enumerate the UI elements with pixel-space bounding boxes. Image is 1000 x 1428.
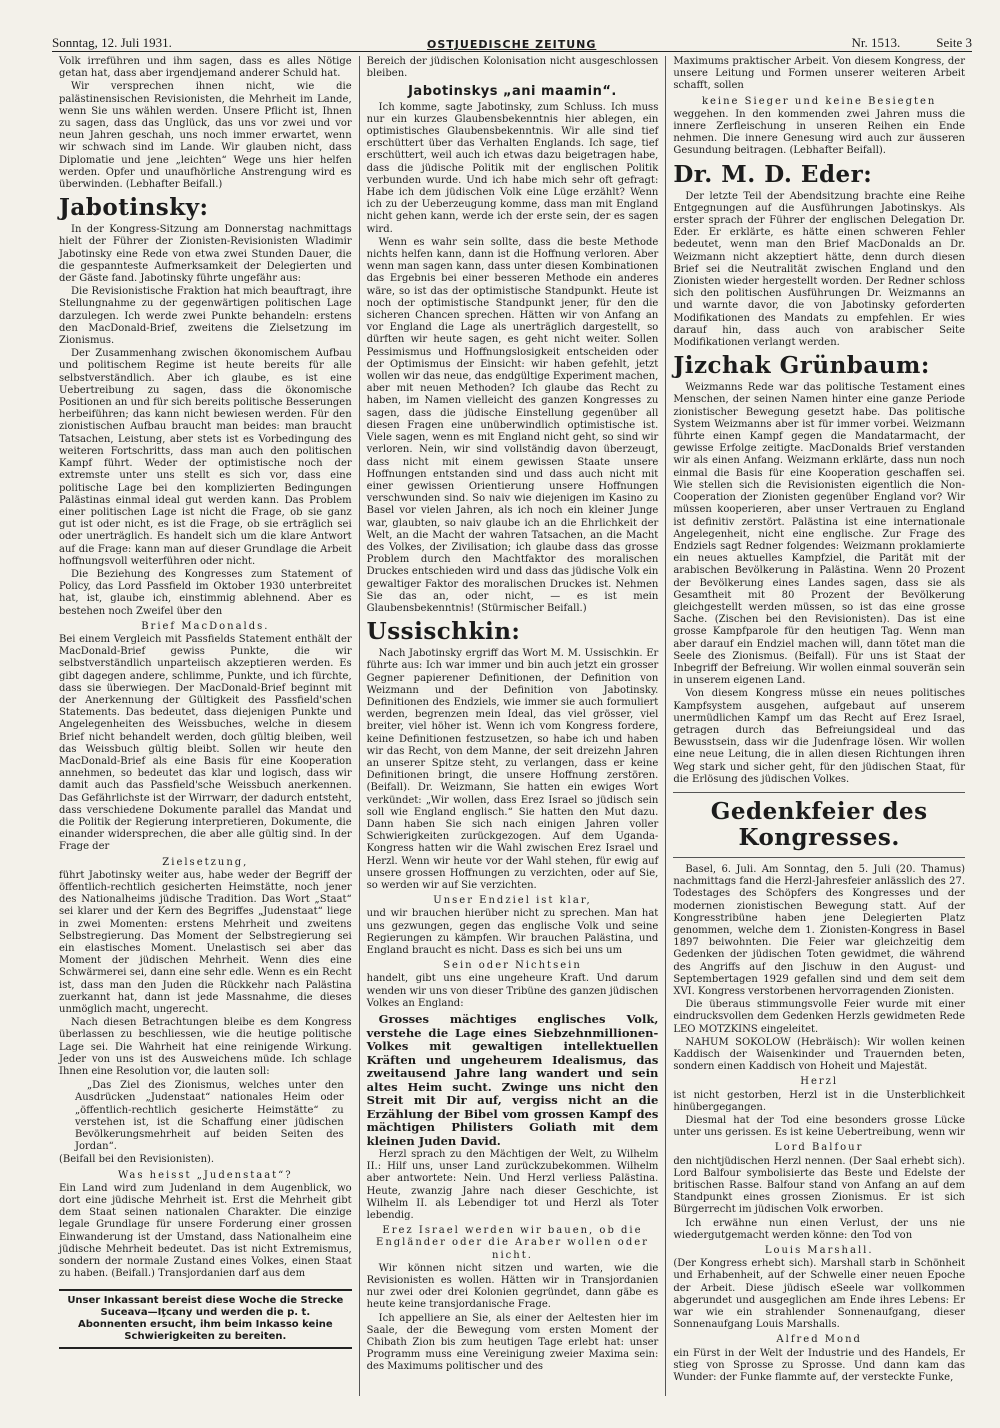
paragraph: Ich komme, sagte Jabotinsky, zum Schluss. Ich muss nur ein kurzes Glaubensbekenntnis hier ablegen, ein optimistisches Glaubensbekenntnis. Wir alle sind tief erschüttert über das Verhalten Englands. Ich sage, tief erschüttert, weil auch ich etwas dazu beigetragen habe, dass die jüdische Politik mit der englischen Politik verbunden wurde. Und ich habe mich sehr oft gefragt: Habe ich dem jüdischen Volk eine Lüge erzählt? Wenn ich zu der Ueberzeugung komme, dass man mit England nicht gehen kann, werde ich der erste sein, der es sagen wird. xyxy=(366,101,659,235)
section-heading-jabotinsky: Jabotinsky: xyxy=(59,194,209,222)
paragraph: handelt, gibt uns eine ungeheure Kraft. Und darum wenden wir uns von dieser Tribüne des ganzen jüdischen Volkes an England: xyxy=(366,973,659,1009)
paragraph: ist nicht gestorben, Herzl ist in die Unsterblichkeit hinübergegangen. xyxy=(673,1089,965,1113)
paragraph: Der letzte Teil der Abendsitzung brachte eine Reihe Entgegnungen auf die Ausführungen Jabotinskys. Als erster sprach der Führer der englischen Delegation Dr. Eder. Er erklärte, es hätte einen schweren Fehler bedeutet, wenn man den Brief MacDonalds an Dr. Weizmann nicht akzeptiert hätte, denn durch diesen Brief sei die Neutralität zwischen England und den Zionisten wieder hergestellt worden. Der Redner schloss sich den politischen Ausführungen Dr. Weizmanns an und warnte davor, die von Jabotinsky geforderten Modifikationen des Mandats zu empfehlen. Er wies darauf hin, dass auch von arabischer Seite Modifikationen verlangt werden. xyxy=(673,190,965,349)
paragraph: Herzl sprach zu den Mächtigen der Welt, zu Wilhelm II.: Hilf uns, unser Land zurückzubekommen. Wilhelm aber antwortete: Nein. Und Herzl verliess Palästina. Heute, zwanzig Jahre nach dieser Geschichte, ist Wilhelm II. als Lebendiger tot und Herzl als Toter lebendig. xyxy=(366,1149,659,1222)
paragraph: führt Jabotinsky weiter aus, habe weder der Begriff der öffentlich-rechtlich gesicherten Heimstätte, noch jener des Nationalheims jüdische Tradition. Das Wort „Staat“ sei klarer und der Kern des Begriffes „Judenstaat“ liege in zwei Momenten: erstens Mehrheit und zweitens Selbstregierung. Das Moment der Selbstregierung sei ein elastisches Moment. Unelastisch sei aber das Moment der jüdischen Mehrheit. Wenn dies eine Schwärmerei sei, dann eine sehr edle. Wenn es ein Recht ist, dass man den Juden die Rückkehr nach Palästina zuerkannt hat, dann ist jede Massnahme, die dieses unmöglich macht, ungerecht. xyxy=(59,869,352,1016)
masthead xyxy=(52,30,972,52)
paragraph: Weizmanns Rede war das politische Testament eines Menschen, der seinen Namen hinter eine ganze Periode zionistischer Bewegung gesetzt habe. Das politische System Weizmanns aber ist für immer vorbei. Weizmann führte einen Kampf gegen die Mandatarmacht, der gewisse Erfolge zeitigte. MacDonalds Brief verstanden wir als einen Anfang. Weizmann erklärte, dass nun noch einmal die Basis für eine Kooperation geschaffen sei. Wie stellen sich die Revisionisten eigentlich die Non-Cooperation der Zionisten gegenüber England vor? Wir müssen kooperieren, aber unser Vertrauen zu England ist definitiv zerstört. Palästina ist eine internationale Angelegenheit, nicht eine englische. Zur Frage des Endziels sagt Redner folgendes: Weizmann proklamierte ein neues aktuelles Kampfziel, die Parität mit der arabischen Bevölkerung in Palästina. Wenn 20 Prozent der Bevölkerung eines Landes sagen, dass sie als Gesamtheit mit 80 Prozent der Bevölkerung gleichgestellt werden müssen, so ist das eine grosse Sache. (Zischen bei den Revisionisten). Das ist eine grosse Kampfparole für den heutigen Tag. Wenn man aber darauf ein Endziel machen will, dann tötet man die Seele des Zionismus. (Beifall). Für uns ist Staat der Inbegriff der Befreiung. Wir wollen einmal souverän sein in unserem eigenen Land. xyxy=(673,382,965,687)
paragraph: (Beifall bei den Revisionisten). xyxy=(59,1154,215,1166)
subheading-zielsetzung: Zielsetzung, xyxy=(162,856,249,868)
section-heading-grunbaum: Jizchak Grünbaum: xyxy=(673,352,930,380)
subheading-brief: Brief MacDonalds. xyxy=(141,620,270,632)
paragraph: Die Beziehung des Kongresses zum Statement of Policy, das Lord Passfield im Oktober 1930 unterbreitet hat, ist, glaube ich, einstimmig ablehnend. Aber es bestehen noch Zweifel über den xyxy=(59,568,352,617)
paragraph: Ich erwähne nun einen Verlust, der uns nie wiedergutgemacht werden könne: den Tod von xyxy=(673,1217,965,1241)
paragraph: Volk irreführen und ihm sagen, dass es alles Nötige getan hat, dass aber irgendjemand anderer Schuld hat. xyxy=(59,56,352,80)
paragraph: In der Kongress-Sitzung am Donnerstag nachmittags hielt der Führer der Zionisten-Revisionisten Wladimir Jabotinsky eine Rede von etwa zwei Stunden Dauer, die die gespannteste Aufmerksamkeit der Delegierten und der Gäste fand. Jabotinsky führte ungefähr aus: xyxy=(59,224,352,285)
paragraph: Wir können nicht sitzen und warten, wie die Revisionisten es wollen. Hätten wir in Transjordanien nur zwei oder drei Kolonien gegründet, dann gäbe es heute keine transjordanische Frage. xyxy=(366,1262,659,1311)
paper-name: OSTJUEDISCHE ZEITUNG xyxy=(427,38,597,51)
paragraph: weggehen. In den kommenden zwei Jahren muss die innere Zerfleischung in unseren Reihen ein Ende nehmen. Die innere Genesung wird auch zur äusseren Gesundung beitragen. (Lebhafter Beifall). xyxy=(673,108,965,157)
subscriber-notice: Unser Inkassant bereist diese Woche die Strecke Suceava—Iţcany und werden die p. t. Abonnenten ersucht, ihm beim Inkasso keine Schwierigkeiten zu bereiten. xyxy=(59,1289,352,1349)
divider xyxy=(673,857,965,858)
paragraph: ein Fürst in der Welt der Industrie und des Handels, Er stieg von Sprosse zu Sprosse. Und dann kam das Wunder: der Funke flammte auf, der versteckte Funke, xyxy=(673,1347,965,1384)
paragraph: Von diesem Kongress müsse ein neues politisches Kampfsystem ausgehen, aufgebaut auf unserem unermüdlichen Kampf um das Recht auf Erez Israel, getragen durch das Befreiungsideal und das Bewusstsein, dass wir die Judenfrage lösen. Wir wollen eine neue Leitung, die in allen diesen Richtungen ihren Weg stark und sicher geht, für den jüdischen Staat, für die Erlösung des jüdischen Volkes. xyxy=(673,688,965,785)
paragraph: und wir brauchen hierüber nicht zu sprechen. Man hat uns gezwungen, gegen das englische Volk und seine Regierungen zu kämpfen. Wir brauchen Palästina, und England braucht es nicht. Dass es sich bei uns um xyxy=(366,908,659,957)
paragraph: Nach Jabotinsky ergriff das Wort M. M. Ussischkin. Er führte aus: Ich war immer und bin auch jetzt ein grosser Gegner papierener Definitionen, der Definition von Weizmann und der Definition von Jabotinsky. Definitionen des Endziels, wie immer sie auch formuliert werden, begrenzen mein Ideal, das viel grösser, viel breiter, viel höher ist. Wenn ich vom Kongress fordere, keine Definitionen festzusetzen, so habe ich und haben wir das Recht, von dem Manne, der seit dreizehn Jahren an unserer Spitze steht, zu verlangen, dass er keine Definitionen bringt, die unsere Hoffnung zerstören. (Beifall). Dr. Weizmann, Sie hatten ein ewiges Wort verkündet: „Wir wollen, dass Erez Israel so jüdisch sein soll wie England englisch.“ Sie hatten den Mut dazu. Dann haben Sie sich nach einigen Jahren voller Schwierigkeiten zurückgezogen. Auf dem Uganda-Kongress hatten wir die Wahl zwischen Erez Israel und Herzl. Wenn wir heute vor der Wahl stehen, für ewig auf unsere grossen Hoffnungen zu verzichten, oder auf Sie, so werden wir auf Sie verzichten. xyxy=(366,648,659,891)
section-heading-gedenkfeier: Gedenkfeier des Kongresses. xyxy=(710,797,928,851)
paragraph: Die Revisionistische Fraktion hat mich beauftragt, ihre Stellungnahme zu der gegenwärtigen politischen Lage darzulegen. Ich werde zwei Punkte behandeln: erstens den MacDonald-Brief, zweitens die Zielsetzung im Zionismus. xyxy=(59,286,352,347)
paragraph: Wir versprechen ihnen nicht, wie die palästinensischen Revisionisten, die Mehrheit im Lande, wenn Sie uns wählen werden. Unsere Pflicht ist, Ihnen zu sagen, dass das Unglück, das uns vor zwei und vor neun Jahren geschah, uns noch immer erwartet, wenn wir schwach sind im Lande. Wir glauben nicht, dass Diplomatie und jene „leichten“ Wege uns hier helfen werden. Opfer und unaufhörliche Anstrengung wird es überwinden. (Lebhafter Beifall.) xyxy=(59,81,352,191)
page-number: Seite 3 xyxy=(936,35,972,50)
paragraph: Ein Land wird zum Judenland in dem Augenblick, wo dort eine jüdische Mehrheit ist. Erst die Mehrheit gibt dem Staat seinen nationalen Charakter. Die einzige legale Grundlage für unsere Forderung einer grossen Einwanderung ist der Umstand, dass Nationalheim eine jüdische Mehrheit bedeutet. Das ist nicht Extremismus, sondern der normale Zustand eines Volkes, einen Staat zu haben. (Beifall.) Transjordanien darf aus dem xyxy=(59,1182,352,1280)
paragraph: Basel, 6. Juli. Am Sonntag, den 5. Juli (20. Thamus) nachmittags fand die Herzl-Jahresfeier anlässlich des 27. Todestages des Schöpfers des Kongresses und der modernen zionistischen Bewegung statt. Auf der Kongresstribüne haben jene Delegierten Platz genommen, welche dem 1. Zionisten-Kongress in Basel 1897 beiwohnten. Die Feier war gleichzeitig dem Gedenken der jüdischen Toten gewidmet, die während des Angriffs auf den Jischuw in den August- und Septembertagen 1929 gefallen sind und dem seit dem XVI. Kongress verstorbenen hervorragenden Zionisten. xyxy=(673,863,965,997)
article-columns xyxy=(52,56,972,1396)
paragraph: Maximums praktischer Arbeit. Von diesem Kongress, der unsere Leitung und Formen unserer weiteren Arbeit schafft, sollen xyxy=(673,56,965,92)
resolution-quote: „Das Ziel des Zionismus, welches unter den Ausdrücken „Judenstaat“ nationales Heim oder „öffentlich-rechtlich gesicherte Heimstätte“ zu verstehen ist, ist die Schaffung einer jüdischen Bevölkerungsmehrheit auf beiden Seiten des Jordan“. xyxy=(75,1080,344,1153)
paragraph: Ich appelliere an Sie, als einer der Aeltesten hier im Saale, der die Bewegung vom ersten Moment der Chibath Zion bis zum heutigen Tage erlebt hat: unser Programm muss eine Vereinigung zweier Maxima sein: des Maximums politischer und des xyxy=(366,1312,659,1373)
paragraph: Bereich der jüdischen Kolonisation nicht ausgeschlossen bleiben. xyxy=(366,56,659,80)
section-heading-ani-maamin: Jabotinskys „ani maamin“. xyxy=(408,84,617,100)
paragraph: Bei einem Vergleich mit Passfields Statement enthält der MacDonald-Brief gewiss Punkte, die wir selbstverständlich unparteiisch akzeptieren werden. Es gibt dagegen andere, schlimme, Punkte, und ich fürchte, dass sie überwiegen. Der MacDonald-Brief beginnt mit der Anerkennung der Gültigkeit des Passfield'schen Statements. Das bedeutet, dass diejenigen Punkte und Angelegenheiten des Weissbuches, welche in diesem Brief nicht behandelt werden, doch gültig bleiben, weil das Weissbuch gültig bleibt. Sollen wir heute den MacDonald-Brief als eine Basis für eine Kooperation annehmen, so bedeutet das klar und logisch, dass wir damit auch das Passfield'sche Weissbuch anerkennen. Das Gefährlichste ist der Wirrwarr, der dadurch entsteht, dass verschiedene Dokumente parallel das Mandat und die Politik der Regierung interpretieren, Dokumente, die einander widersprechen, die aber alle gültig sind. In der Frage der xyxy=(59,633,352,853)
appeal-to-england: Grosses mächtiges englisches Volk, verstehe die Lage eines Siebzehnmillionen-Volkes mit gewaltigen intellektuellen Kräften und ungeheurem Idealismus, das zweitausend Jahre lang wandert und sein altes Heim sucht. Zwinge uns nicht den Streit mit Dir auf, vergiss nicht an die Erzählung der Bibel vom grossen Kampf des mächtigen Philisters Goliath mit dem kleinen Juden David. xyxy=(366,1012,659,1148)
section-heading-ussischkin: Ussischkin: xyxy=(366,618,521,646)
column-3 xyxy=(665,56,972,1396)
paragraph: Diesmal hat der Tod eine besonders grosse Lücke unter uns gerissen. Es ist keine Uebertreibung, wenn wir xyxy=(673,1115,965,1139)
paragraph: Die überaus stimmungsvolle Feier wurde mit einer eindrucksvollen dem Gedenken Herzls gewidmeten Rede LEO MOTZKINS eingeleitet. xyxy=(673,999,965,1035)
paragraph: (Der Kongress erhebt sich). Marshall starb in Schönheit und Erhabenheit, auf der Schwelle einer neuen Epoche der Arbeit. Diese jüdisch eSeele war vollkommen abgerundet und ausgeglichen am Ende ihres Lebens: Er war wie ein strahlender Sonnenaufgang, dieser Sonnenaufgang Louis Marshalls. xyxy=(673,1258,965,1331)
section-heading-eder: Dr. M. D. Eder: xyxy=(673,160,873,188)
paragraph: den nichtjüdischen Herzl nennen. (Der Saal erhebt sich). Lord Balfour symbolisierte das Beste und Edelste der britischen Rasse. Balfour stand von Anfang an auf dem Standpunkt eines grossen Zionismus. Er ist sich Bürgerrecht im jüdischen Volk erworben. xyxy=(673,1155,965,1216)
subheading-endziel: Unser Endziel ist klar, xyxy=(433,895,592,907)
subheading-keine-sieger: keine Sieger und keine Besiegten xyxy=(701,95,937,107)
subheading-judenstaat: Was heisst „Judenstaat“? xyxy=(118,1169,293,1181)
subheading-balfour: Lord Balfour xyxy=(774,1142,864,1154)
column-1 xyxy=(52,56,359,1396)
paragraph: Der Zusammenhang zwischen ökonomischem Aufbau und politischem Regime ist heute bereits für alle selbstverständlich. Aber ich glaube, es ist eine Uebertreibung zu sagen, dass die ökonomische Positionen an und für sich bereits politische Besserungen herbeiführen; das kann nicht bewiesen werden. Für den zionistischen Aufbau braucht man beides: man braucht Tatsachen, Leistung, aber stets ist es Vorbedingung des weiteren Fortschritts, dass man auch den politischen Kampf führt. Weder der optimistische noch der extremste unter uns stellt es sich vor, dass eine politische Lage bei den komplizierten Bedingungen Palästinas einmal ideal gut werden kann. Das Problem einer politischen Lage ist nicht die Frage, ob sie ganz gut ist oder nicht, es ist die Frage, ob sie erträglich sei oder unerträglich. Es handelt sich um die klare Antwort auf die Frage: kann man auf dieser Grundlage die Arbeit hoffnungsvoll weiterführen oder nicht. xyxy=(59,348,352,567)
subheading-marshall: Louis Marshall. xyxy=(764,1245,874,1257)
subheading-sein-oder-nichtsein: Sein oder Nichtsein xyxy=(443,960,582,972)
paragraph: Wenn es wahr sein sollte, dass die beste Methode nichts helfen kann, dann ist die Hoffnung verloren. Aber wenn man sagen kann, dass unter diesen Kombinationen das Ergebnis bei einer besseren Methode ein anderes wäre, so ist das der optimistische Standpunkt. Heute ist noch der optimistische Standpunkt jener, für den die sicheren Chancen sprechen. Hätten wir von Anfang an vor England die Lage als unerträglich dargestellt, so dürften wir heute sagen, es geht nicht weiter. Sollen Pessimismus und Hoffnungslosigkeit entscheiden oder der Optimismus der Einsicht: wir haben gefehlt, jetzt wollen wir das neue, das endgültige Experiment machen, aber mit neuen Methoden? Ich glaube das Recht zu haben, im Namen vielleicht des ganzen Kongresses zu sagen, dass die jüdische Einstellung gegenüber all diesen Fragen eine unüberwindlich optimistische ist. Viele sagen, wenn es mit England nicht geht, so sind wir verloren. Nein, wir sind vollständig davon überzeugt, dass nicht mit einem gewissen Staate unsere Hoffnungen entstanden sind und dass auch nicht mit einer gewissen Orientierung unsere Hoffnungen verschwunden sind. So naiv wie diejenigen im Kasino zu Basel vor vielen Jahren, als ich noch ein kleiner Junge war, glaubten, so naiv glaube ich an die Ehrlichkeit der Welt, an die Macht der wahren Tatsachen, an die Macht des Volkes, der Zivilisation; ich glaube dass das grosse Problem durch den Machtfaktor des moralischen Druckes entschieden wird und dass das jüdische Volk ein gewaltiger Faktor des moralischen Druckes ist. Nehmen Sie das an, oder nicht, — es ist mein Glaubensbekenntnis! (Stürmischer Beifall.) xyxy=(366,236,659,614)
issue-number: Nr. 1513. xyxy=(851,35,901,50)
divider xyxy=(673,792,965,793)
subheading-mond: Alfred Mond xyxy=(776,1334,862,1346)
subheading-herzl: Herzl xyxy=(800,1076,839,1088)
issue-date: Sonntag, 12. Juli 1931. xyxy=(52,35,172,50)
paragraph: Nach diesen Betrachtungen bleibe es dem Kongress überlassen zu beschliessen, wie die heutige politische Lage sei. Die Wahrheit hat eine reinigende Wirkung. Jeder von uns ist des Ausweichens müde. Ich schlage Ihnen eine Resolution vor, die lauten soll: xyxy=(59,1017,352,1078)
erez-israel-quote: Erez Israel werden wir bauen, ob die Engländer oder die Araber wollen oder nicht. xyxy=(376,1225,649,1261)
paragraph: NAHUM SOKOLOW (Hebräisch): Wir wollen keinen Kaddisch der Waisenkinder und Trauernden beten, sondern einen Kaddisch von Hoheit und Majestät. xyxy=(673,1036,965,1073)
column-2 xyxy=(359,56,666,1396)
